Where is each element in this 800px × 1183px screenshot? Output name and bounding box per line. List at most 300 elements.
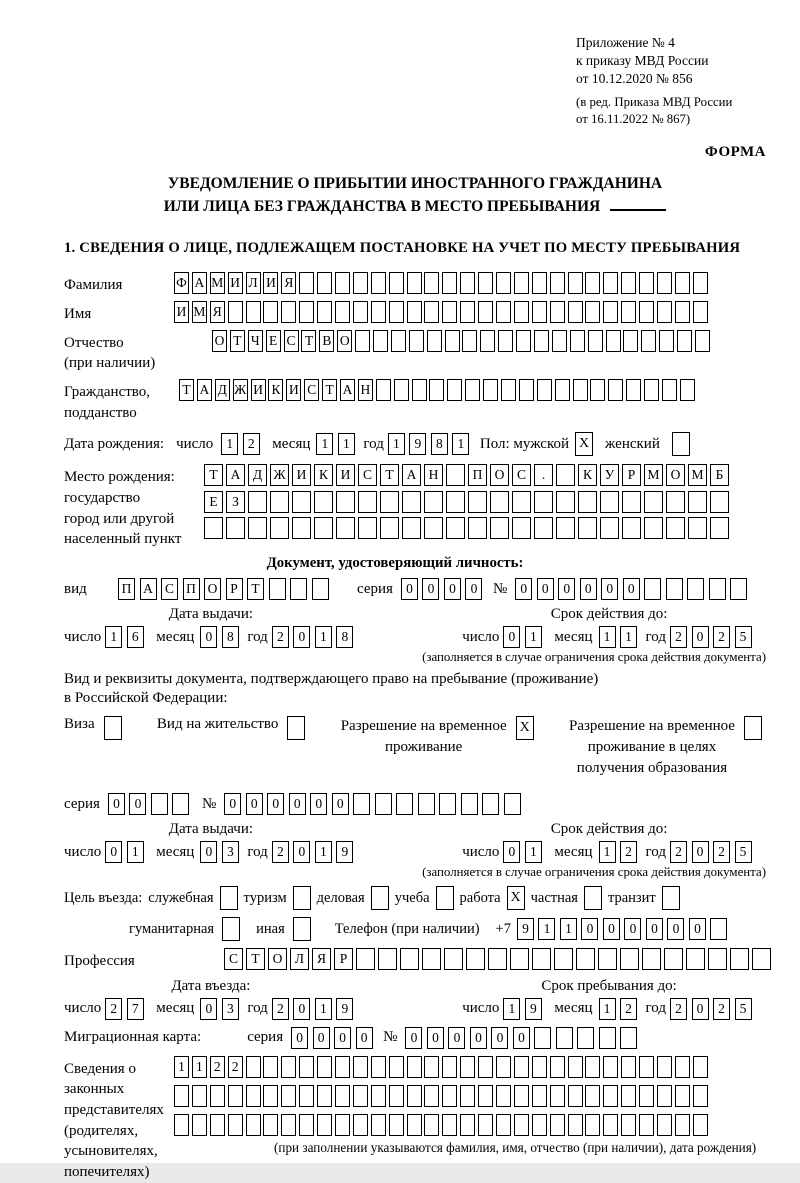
char-cell[interactable]: К	[268, 379, 283, 401]
char-cell[interactable]	[336, 491, 355, 513]
char-cell[interactable]	[299, 1056, 314, 1078]
purpose-humanitarian-checkbox[interactable]	[222, 917, 240, 941]
char-cell[interactable]	[465, 379, 480, 401]
char-cell[interactable]	[418, 793, 435, 815]
char-cell[interactable]: 5	[735, 841, 752, 863]
char-cell[interactable]	[603, 1114, 618, 1136]
char-cell[interactable]: 0	[293, 998, 310, 1020]
char-cell[interactable]	[534, 491, 553, 513]
char-cell[interactable]	[588, 330, 603, 352]
char-cell[interactable]: 2	[713, 626, 730, 648]
male-checkbox[interactable]: X	[575, 432, 593, 456]
char-cell[interactable]	[246, 1085, 261, 1107]
char-cell[interactable]	[461, 793, 478, 815]
char-cell[interactable]	[204, 517, 223, 539]
char-cell[interactable]	[639, 1056, 654, 1078]
char-cell[interactable]: Л	[246, 272, 261, 294]
char-cell[interactable]	[620, 1027, 637, 1049]
char-cell[interactable]	[730, 578, 747, 600]
char-cell[interactable]	[532, 272, 547, 294]
char-cell[interactable]: П	[183, 578, 200, 600]
char-cell[interactable]	[555, 379, 570, 401]
char-cell[interactable]	[371, 1114, 386, 1136]
char-cell[interactable]	[688, 517, 707, 539]
char-cell[interactable]	[375, 793, 392, 815]
char-cell[interactable]: 0	[200, 841, 217, 863]
char-cell[interactable]	[317, 1056, 332, 1078]
char-cell[interactable]: 1	[174, 1056, 189, 1078]
char-cell[interactable]	[573, 379, 588, 401]
char-cell[interactable]	[532, 1085, 547, 1107]
char-cell[interactable]	[552, 330, 567, 352]
char-cell[interactable]: 3	[222, 998, 239, 1020]
char-cell[interactable]: .	[534, 464, 553, 486]
char-cell[interactable]	[576, 948, 595, 970]
char-cell[interactable]	[710, 517, 729, 539]
edu-residence-checkbox[interactable]	[744, 716, 762, 740]
char-cell[interactable]: Р	[622, 464, 641, 486]
char-cell[interactable]: 0	[267, 793, 284, 815]
char-cell[interactable]	[270, 491, 289, 513]
char-cell[interactable]: 0	[200, 998, 217, 1020]
purpose-commercial-checkbox[interactable]	[371, 886, 389, 910]
char-cell[interactable]	[462, 330, 477, 352]
char-cell[interactable]	[299, 1114, 314, 1136]
char-cell[interactable]: 1	[599, 998, 616, 1020]
char-cell[interactable]: 0	[465, 578, 482, 600]
char-cell[interactable]: В	[319, 330, 334, 352]
char-cell[interactable]	[263, 1114, 278, 1136]
char-cell[interactable]	[603, 301, 618, 323]
char-cell[interactable]	[407, 1085, 422, 1107]
char-cell[interactable]: Т	[380, 464, 399, 486]
char-cell[interactable]: 0	[603, 918, 620, 940]
char-cell[interactable]	[577, 1027, 594, 1049]
char-cell[interactable]	[514, 272, 529, 294]
char-cell[interactable]: 1	[221, 433, 238, 455]
char-cell[interactable]	[641, 330, 656, 352]
char-cell[interactable]: И	[336, 464, 355, 486]
char-cell[interactable]	[501, 379, 516, 401]
char-cell[interactable]	[394, 379, 409, 401]
char-cell[interactable]	[532, 948, 551, 970]
char-cell[interactable]: И	[174, 301, 189, 323]
char-cell[interactable]	[317, 301, 332, 323]
char-cell[interactable]	[644, 491, 663, 513]
char-cell[interactable]	[496, 301, 511, 323]
char-cell[interactable]	[639, 1085, 654, 1107]
char-cell[interactable]	[335, 1056, 350, 1078]
char-cell[interactable]	[534, 517, 553, 539]
char-cell[interactable]	[353, 301, 368, 323]
char-cell[interactable]: 0	[332, 793, 349, 815]
purpose-work-checkbox[interactable]: X	[507, 886, 525, 910]
char-cell[interactable]: М	[644, 464, 663, 486]
char-cell[interactable]: 1	[105, 626, 122, 648]
char-cell[interactable]	[151, 793, 168, 815]
char-cell[interactable]	[314, 491, 333, 513]
char-cell[interactable]	[570, 330, 585, 352]
char-cell[interactable]	[402, 517, 421, 539]
char-cell[interactable]: 6	[127, 626, 144, 648]
char-cell[interactable]	[228, 1114, 243, 1136]
char-cell[interactable]	[446, 464, 465, 486]
char-cell[interactable]	[376, 379, 391, 401]
char-cell[interactable]: Д	[215, 379, 230, 401]
char-cell[interactable]	[281, 1085, 296, 1107]
char-cell[interactable]	[442, 1085, 457, 1107]
char-cell[interactable]	[478, 272, 493, 294]
char-cell[interactable]	[478, 1114, 493, 1136]
char-cell[interactable]: 0	[448, 1027, 465, 1049]
char-cell[interactable]: 0	[334, 1027, 351, 1049]
char-cell[interactable]	[532, 301, 547, 323]
char-cell[interactable]	[299, 272, 314, 294]
char-cell[interactable]	[657, 1085, 672, 1107]
char-cell[interactable]	[688, 491, 707, 513]
char-cell[interactable]: Т	[230, 330, 245, 352]
char-cell[interactable]	[585, 1114, 600, 1136]
char-cell[interactable]: М	[210, 272, 225, 294]
purpose-study-checkbox[interactable]	[436, 886, 454, 910]
char-cell[interactable]	[228, 301, 243, 323]
char-cell[interactable]	[496, 1085, 511, 1107]
char-cell[interactable]	[498, 330, 513, 352]
char-cell[interactable]: 2	[713, 841, 730, 863]
char-cell[interactable]: 0	[558, 578, 575, 600]
char-cell[interactable]	[371, 1085, 386, 1107]
char-cell[interactable]	[693, 1114, 708, 1136]
char-cell[interactable]: 1	[316, 433, 333, 455]
char-cell[interactable]	[210, 1114, 225, 1136]
char-cell[interactable]: Е	[266, 330, 281, 352]
char-cell[interactable]: К	[578, 464, 597, 486]
purpose-other-checkbox[interactable]	[293, 917, 311, 941]
char-cell[interactable]	[600, 491, 619, 513]
char-cell[interactable]: 0	[289, 793, 306, 815]
purpose-private-checkbox[interactable]	[584, 886, 602, 910]
char-cell[interactable]	[353, 272, 368, 294]
char-cell[interactable]	[439, 793, 456, 815]
char-cell[interactable]: 1	[315, 841, 332, 863]
char-cell[interactable]	[693, 1056, 708, 1078]
char-cell[interactable]	[556, 464, 575, 486]
char-cell[interactable]: 5	[735, 626, 752, 648]
char-cell[interactable]	[378, 948, 397, 970]
char-cell[interactable]	[442, 272, 457, 294]
char-cell[interactable]	[537, 379, 552, 401]
char-cell[interactable]	[442, 1114, 457, 1136]
char-cell[interactable]	[353, 1085, 368, 1107]
char-cell[interactable]	[429, 379, 444, 401]
char-cell[interactable]	[621, 1056, 636, 1078]
char-cell[interactable]	[424, 272, 439, 294]
char-cell[interactable]: 2	[243, 433, 260, 455]
char-cell[interactable]	[693, 272, 708, 294]
char-cell[interactable]: 2	[670, 998, 687, 1020]
char-cell[interactable]	[446, 517, 465, 539]
char-cell[interactable]	[657, 272, 672, 294]
char-cell[interactable]	[192, 1114, 207, 1136]
char-cell[interactable]	[407, 272, 422, 294]
char-cell[interactable]	[460, 272, 475, 294]
char-cell[interactable]	[730, 948, 749, 970]
char-cell[interactable]: И	[263, 272, 278, 294]
char-cell[interactable]: Б	[710, 464, 729, 486]
char-cell[interactable]: 0	[601, 578, 618, 600]
char-cell[interactable]	[639, 301, 654, 323]
char-cell[interactable]: 1	[315, 998, 332, 1020]
char-cell[interactable]: С	[161, 578, 178, 600]
temp-residence-checkbox[interactable]: X	[516, 716, 534, 740]
char-cell[interactable]: О	[212, 330, 227, 352]
char-cell[interactable]	[603, 1056, 618, 1078]
char-cell[interactable]	[263, 1056, 278, 1078]
char-cell[interactable]	[600, 517, 619, 539]
char-cell[interactable]	[336, 517, 355, 539]
char-cell[interactable]	[504, 793, 521, 815]
char-cell[interactable]	[380, 491, 399, 513]
char-cell[interactable]	[371, 1056, 386, 1078]
char-cell[interactable]	[675, 1085, 690, 1107]
char-cell[interactable]: 0	[313, 1027, 330, 1049]
char-cell[interactable]	[281, 1056, 296, 1078]
char-cell[interactable]: А	[340, 379, 355, 401]
char-cell[interactable]	[442, 301, 457, 323]
char-cell[interactable]	[621, 1085, 636, 1107]
char-cell[interactable]	[514, 301, 529, 323]
char-cell[interactable]: 0	[491, 1027, 508, 1049]
char-cell[interactable]	[355, 330, 370, 352]
char-cell[interactable]	[642, 948, 661, 970]
char-cell[interactable]	[496, 1114, 511, 1136]
char-cell[interactable]	[550, 1114, 565, 1136]
char-cell[interactable]	[680, 379, 695, 401]
char-cell[interactable]: Ж	[270, 464, 289, 486]
char-cell[interactable]: 1	[538, 918, 555, 940]
char-cell[interactable]	[353, 1114, 368, 1136]
char-cell[interactable]: С	[304, 379, 319, 401]
char-cell[interactable]	[675, 1056, 690, 1078]
char-cell[interactable]	[407, 1114, 422, 1136]
char-cell[interactable]	[623, 330, 638, 352]
char-cell[interactable]	[657, 1056, 672, 1078]
char-cell[interactable]	[752, 948, 771, 970]
char-cell[interactable]: Н	[424, 464, 443, 486]
char-cell[interactable]	[644, 379, 659, 401]
char-cell[interactable]: 0	[623, 578, 640, 600]
char-cell[interactable]: З	[226, 491, 245, 513]
char-cell[interactable]: А	[402, 464, 421, 486]
char-cell[interactable]: 0	[129, 793, 146, 815]
char-cell[interactable]: 2	[210, 1056, 225, 1078]
char-cell[interactable]	[248, 517, 267, 539]
char-cell[interactable]	[409, 330, 424, 352]
purpose-business-checkbox[interactable]	[220, 886, 238, 910]
char-cell[interactable]: 0	[401, 578, 418, 600]
char-cell[interactable]	[427, 330, 442, 352]
char-cell[interactable]	[590, 379, 605, 401]
char-cell[interactable]	[412, 379, 427, 401]
char-cell[interactable]	[407, 301, 422, 323]
char-cell[interactable]	[335, 301, 350, 323]
char-cell[interactable]	[314, 517, 333, 539]
char-cell[interactable]: А	[226, 464, 245, 486]
char-cell[interactable]	[695, 330, 710, 352]
char-cell[interactable]	[460, 1056, 475, 1078]
char-cell[interactable]: 2	[228, 1056, 243, 1078]
char-cell[interactable]	[444, 948, 463, 970]
char-cell[interactable]	[510, 948, 529, 970]
char-cell[interactable]	[657, 301, 672, 323]
char-cell[interactable]	[512, 517, 531, 539]
char-cell[interactable]: 0	[108, 793, 125, 815]
char-cell[interactable]	[666, 578, 683, 600]
char-cell[interactable]	[496, 272, 511, 294]
char-cell[interactable]	[446, 491, 465, 513]
char-cell[interactable]: 0	[692, 998, 709, 1020]
char-cell[interactable]	[568, 272, 583, 294]
char-cell[interactable]	[389, 301, 404, 323]
char-cell[interactable]	[371, 301, 386, 323]
char-cell[interactable]	[389, 272, 404, 294]
char-cell[interactable]: О	[666, 464, 685, 486]
char-cell[interactable]	[664, 948, 683, 970]
char-cell[interactable]	[514, 1114, 529, 1136]
char-cell[interactable]	[532, 1114, 547, 1136]
char-cell[interactable]	[585, 1085, 600, 1107]
visa-checkbox[interactable]	[104, 716, 122, 740]
char-cell[interactable]	[335, 1114, 350, 1136]
char-cell[interactable]: 2	[272, 841, 289, 863]
char-cell[interactable]	[269, 578, 286, 600]
char-cell[interactable]: 9	[409, 433, 426, 455]
char-cell[interactable]	[677, 330, 692, 352]
char-cell[interactable]	[400, 948, 419, 970]
char-cell[interactable]	[620, 948, 639, 970]
char-cell[interactable]	[460, 301, 475, 323]
char-cell[interactable]	[710, 918, 727, 940]
char-cell[interactable]: 1	[503, 998, 520, 1020]
char-cell[interactable]: 0	[422, 578, 439, 600]
char-cell[interactable]	[460, 1114, 475, 1136]
char-cell[interactable]	[550, 301, 565, 323]
char-cell[interactable]	[483, 379, 498, 401]
char-cell[interactable]: 0	[224, 793, 241, 815]
char-cell[interactable]	[534, 1027, 551, 1049]
char-cell[interactable]: Т	[246, 948, 265, 970]
char-cell[interactable]: К	[314, 464, 333, 486]
char-cell[interactable]	[659, 330, 674, 352]
char-cell[interactable]: 0	[513, 1027, 530, 1049]
char-cell[interactable]: О	[490, 464, 509, 486]
char-cell[interactable]	[578, 491, 597, 513]
char-cell[interactable]: 1	[620, 626, 637, 648]
char-cell[interactable]	[380, 517, 399, 539]
char-cell[interactable]	[389, 1114, 404, 1136]
char-cell[interactable]	[568, 1085, 583, 1107]
char-cell[interactable]	[693, 1085, 708, 1107]
char-cell[interactable]: 0	[310, 793, 327, 815]
char-cell[interactable]	[639, 1114, 654, 1136]
char-cell[interactable]: Л	[290, 948, 309, 970]
char-cell[interactable]	[172, 793, 189, 815]
char-cell[interactable]: 0	[427, 1027, 444, 1049]
char-cell[interactable]: Я	[312, 948, 331, 970]
char-cell[interactable]: 1	[338, 433, 355, 455]
char-cell[interactable]	[514, 1085, 529, 1107]
char-cell[interactable]	[621, 301, 636, 323]
char-cell[interactable]	[317, 1085, 332, 1107]
char-cell[interactable]	[675, 272, 690, 294]
char-cell[interactable]: 1	[315, 626, 332, 648]
char-cell[interactable]	[424, 1114, 439, 1136]
char-cell[interactable]	[335, 1085, 350, 1107]
char-cell[interactable]: 9	[336, 998, 353, 1020]
char-cell[interactable]: 0	[105, 841, 122, 863]
char-cell[interactable]: 8	[222, 626, 239, 648]
char-cell[interactable]: 0	[515, 578, 532, 600]
char-cell[interactable]	[550, 1056, 565, 1078]
char-cell[interactable]: 0	[581, 918, 598, 940]
char-cell[interactable]	[556, 1027, 573, 1049]
char-cell[interactable]: 2	[713, 998, 730, 1020]
char-cell[interactable]	[424, 301, 439, 323]
char-cell[interactable]	[490, 517, 509, 539]
char-cell[interactable]	[424, 1056, 439, 1078]
char-cell[interactable]	[447, 379, 462, 401]
char-cell[interactable]	[192, 1085, 207, 1107]
char-cell[interactable]	[622, 517, 641, 539]
char-cell[interactable]: С	[358, 464, 377, 486]
char-cell[interactable]	[353, 793, 370, 815]
char-cell[interactable]	[396, 793, 413, 815]
char-cell[interactable]	[358, 491, 377, 513]
char-cell[interactable]: Т	[301, 330, 316, 352]
char-cell[interactable]	[424, 1085, 439, 1107]
char-cell[interactable]: С	[512, 464, 531, 486]
char-cell[interactable]	[478, 1085, 493, 1107]
char-cell[interactable]: Ж	[233, 379, 248, 401]
char-cell[interactable]	[226, 517, 245, 539]
residence-permit-checkbox[interactable]	[287, 716, 305, 740]
char-cell[interactable]	[585, 1056, 600, 1078]
char-cell[interactable]	[534, 330, 549, 352]
char-cell[interactable]: О	[268, 948, 287, 970]
char-cell[interactable]: А	[140, 578, 157, 600]
char-cell[interactable]	[488, 948, 507, 970]
char-cell[interactable]	[353, 1056, 368, 1078]
char-cell[interactable]: 1	[127, 841, 144, 863]
char-cell[interactable]: Ч	[248, 330, 263, 352]
char-cell[interactable]: И	[292, 464, 311, 486]
char-cell[interactable]: М	[688, 464, 707, 486]
char-cell[interactable]: 0	[356, 1027, 373, 1049]
char-cell[interactable]: Я	[281, 272, 296, 294]
char-cell[interactable]	[657, 1114, 672, 1136]
char-cell[interactable]	[514, 1056, 529, 1078]
char-cell[interactable]: 2	[620, 841, 637, 863]
char-cell[interactable]	[299, 301, 314, 323]
char-cell[interactable]: М	[192, 301, 207, 323]
char-cell[interactable]: О	[204, 578, 221, 600]
char-cell[interactable]: Т	[247, 578, 264, 600]
char-cell[interactable]	[292, 491, 311, 513]
char-cell[interactable]	[358, 517, 377, 539]
char-cell[interactable]	[478, 301, 493, 323]
char-cell[interactable]: 0	[689, 918, 706, 940]
char-cell[interactable]	[686, 948, 705, 970]
